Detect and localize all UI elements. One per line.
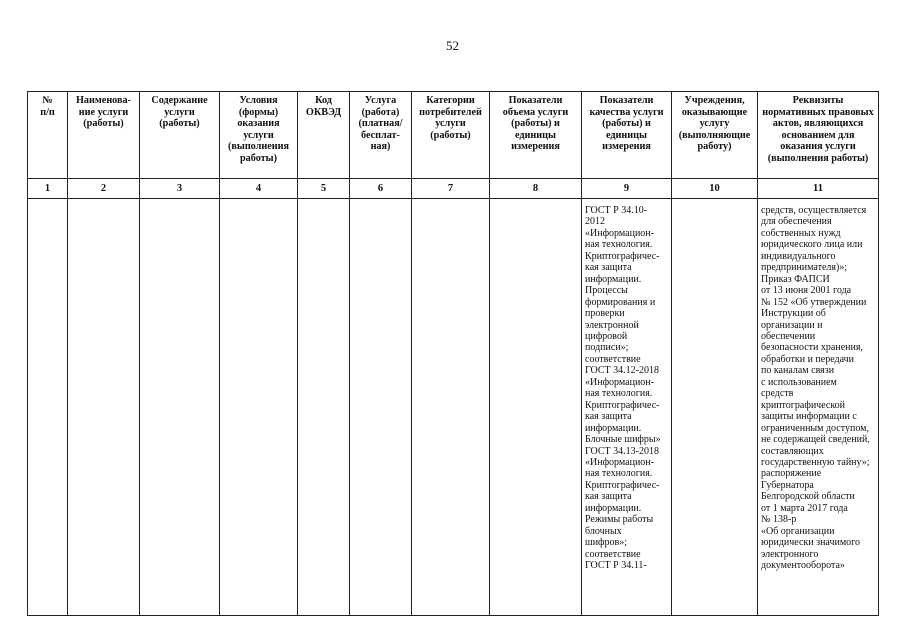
header-quality-indicators: Показатели качества услуги (работы) и единицы измерения — [582, 92, 672, 179]
page-number: 52 — [446, 38, 459, 53]
column-number: 7 — [412, 179, 490, 199]
header-row — [28, 92, 879, 179]
header-consumer-categories: Категории потребителей услуги (работы) — [412, 92, 490, 179]
cell-service-name — [68, 199, 140, 616]
column-number: 11 — [758, 179, 879, 199]
column-number: 4 — [220, 179, 298, 199]
cell-service-content — [140, 199, 220, 616]
header-conditions: Условия (формы) оказания услуги (выполнения работы) — [220, 92, 298, 179]
header-service-content: Содержание услуги (работы) — [140, 92, 220, 179]
column-number: 9 — [582, 179, 672, 199]
services-table — [27, 91, 879, 616]
column-number: 1 — [28, 179, 68, 199]
cell-paid-free — [350, 199, 412, 616]
header-number: № п/п — [28, 92, 68, 179]
cell-number — [28, 199, 68, 616]
column-number-row — [28, 179, 879, 199]
column-number: 8 — [490, 179, 582, 199]
cell-institutions — [672, 199, 758, 616]
header-service-name: Наименова- ние услуги (работы) — [68, 92, 140, 179]
cell-volume-indicators — [490, 199, 582, 616]
table-row — [28, 199, 879, 616]
header-legal-acts: Реквизиты нормативных правовых актов, являющихся основанием для оказания услуги (выполнения работы) — [758, 92, 879, 179]
column-number: 2 — [68, 179, 140, 199]
cell-quality-indicators: ГОСТ Р 34.10- 2012 «Информацион- ная технология. Криптографичес- кая защита информации. Процессы формирования и проверки электронной цифровой подписи»; соответствие ГОСТ 34.12-2018 «Информацион- ная технология. Криптографичес- кая защита информации. Блочные шифры» ГОСТ 34.13-2018 «Информацион- ная технология. Криптографичес- кая защита информации. Режимы работы блочных шифров»; соответствие ГОСТ Р 34.11- — [582, 199, 672, 616]
header-volume-indicators: Показатели объема услуги (работы) и единицы измерения — [490, 92, 582, 179]
cell-legal-acts: средств, осуществляется для обеспечения собственных нужд юридического лица или индивидуального предпринимателя)»; Приказ ФАПСИ от 13 июня 2001 года № 152 «Об утверждении Инструкции об организации и обеспечении безопасности хранения, обработки и передачи по каналам связи с использованием средств криптографической защиты информации с ограниченным доступом, не содержащей сведений, составляющих государственную тайну»; распоряжение Губернатора Белгородской области от 1 марта 2017 года № 138-р «Об организации юридически значимого электронного документооборота» — [758, 199, 879, 616]
cell-conditions — [220, 199, 298, 616]
column-number: 6 — [350, 179, 412, 199]
header-paid-free: Услуга (работа) (платная/ бесплат- ная) — [350, 92, 412, 179]
cell-okved-code — [298, 199, 350, 616]
header-institutions: Учреждения, оказывающие услугу (выполняющие работу) — [672, 92, 758, 179]
column-number: 10 — [672, 179, 758, 199]
header-okved-code: Код ОКВЭД — [298, 92, 350, 179]
column-number: 5 — [298, 179, 350, 199]
column-number: 3 — [140, 179, 220, 199]
cell-consumer-categories — [412, 199, 490, 616]
